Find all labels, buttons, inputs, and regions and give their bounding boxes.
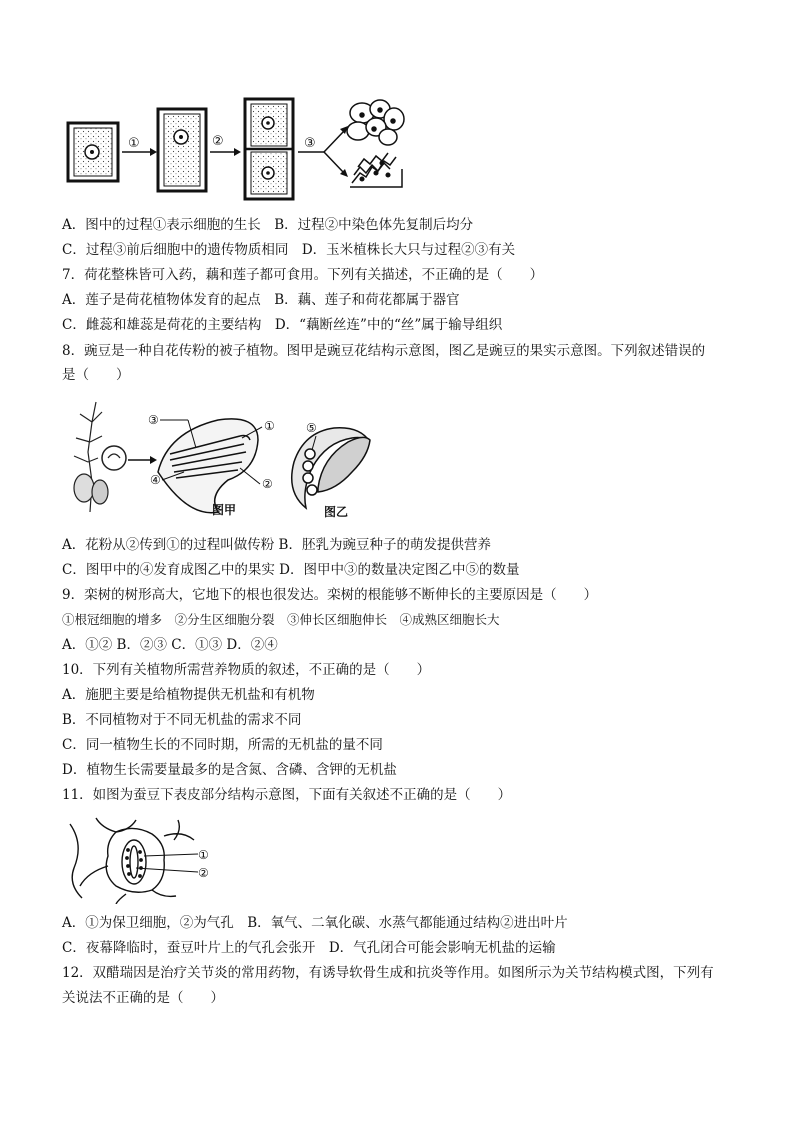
q11-options-line2: C．夜幕降临时，蚕豆叶片上的气孔会张开 D．气孔闭合可能会影响无机盐的运输 [62,940,556,956]
label-4: ④ [150,473,161,487]
q10-option-a: A．施肥主要是给植物提供无机盐和有机物 [62,687,315,703]
arrow-label-1: ① [128,136,140,151]
q12-stem-line1: 12．双醋瑞因是治疗关节炎的常用药物，有诱导软骨生成和抗炎等作用。如图所示为关节结构模式图，下列有 [62,965,714,981]
cell-process-figure [62,95,422,205]
pea-flower-figure [62,392,382,524]
caption-a: 图甲 [212,503,237,517]
label-2: ② [198,866,209,880]
q7-options-line2: C．雌蕊和雄蕊是荷花的主要结构 D．“藕断丝连”中的“丝”属于输导组织 [62,317,503,333]
arrow-label-3: ③ [304,136,316,151]
q9-options: A．①② B．②③ C．①③ D．②④ [62,637,278,653]
flower-structure [158,419,258,513]
q11-options-line1: A．①为保卫细胞，②为气孔 B．氧气、二氧化碳、水蒸气都能通过结构②进出叶片 [62,915,568,931]
cell-divided [245,99,293,199]
q10-option-b: B．不同植物对于不同无机盐的需求不同 [62,712,302,728]
label-2: ② [262,477,273,491]
label-1: ① [264,419,275,433]
q8-options-line1: A．花粉从②传到①的过程叫做传粉 B．胚乳为豌豆种子的萌发提供营养 [62,537,491,553]
cell-grown [158,109,206,191]
arrow-label-2: ② [212,134,224,149]
guard-cells [122,840,146,884]
caption-b: 图乙 [324,505,349,519]
q8-options-line2: C．图甲中的④发育成图乙中的果实 D．图甲中③的数量决定图乙中⑤的数量 [62,562,520,578]
cell-small [68,123,118,181]
q10-option-d: D．植物生长需要量最多的是含氮、含磷、含钾的无机盐 [62,762,397,778]
label-3: ③ [148,413,159,427]
q10-option-c: C．同一植物生长的不同时期，所需的无机盐的量不同 [62,737,383,753]
tissue-elongated-cells [350,153,402,187]
q7-options-line1: A．莲子是荷花植物体发育的起点 B．藕、莲子和荷花都属于器官 [62,292,460,308]
pea-pod [292,428,370,508]
q8-stem-line1: 8．豌豆是一种自花传粉的被子植物。图甲是豌豆花结构示意图，图乙是豌豆的果实示意图。下列叙述错误的 [62,343,706,359]
q11-stem: 11．如图为蚕豆下表皮部分结构示意图，下面有关叙述不正确的是（ ） [62,787,512,803]
label-5: ⑤ [306,421,317,435]
q9-items: ①根冠细胞的增多 ②分生区细胞分裂 ③伸长区细胞伸长 ④成熟区细胞长大 [62,612,500,627]
q7-stem: 7．荷花整株皆可入药，藕和莲子都可食用。下列有关描述，不正确的是（ ） [62,267,544,283]
q6-options-line1: A．图中的过程①表示细胞的生长 B．过程②中染色体先复制后均分 [62,217,474,233]
q6-options-line2: C．过程③前后细胞中的遗传物质相同 D．玉米植株长大只与过程②③有关 [62,242,516,258]
q10-stem: 10．下列有关植物所需营养物质的叙述，不正确的是（ ） [62,662,431,678]
tissue-round-cells [347,100,404,145]
q9-stem: 9．栾树的树形高大，它地下的根也很发达。栾树的根能够不断伸长的主要原因是（ ） [62,587,598,603]
q12-stem-line2: 关说法不正确的是（ ） [62,990,224,1006]
label-1: ① [198,848,209,862]
stomata-figure [66,814,226,904]
q8-stem-line2: 是（ ） [62,367,130,383]
pea-plant [74,402,126,512]
